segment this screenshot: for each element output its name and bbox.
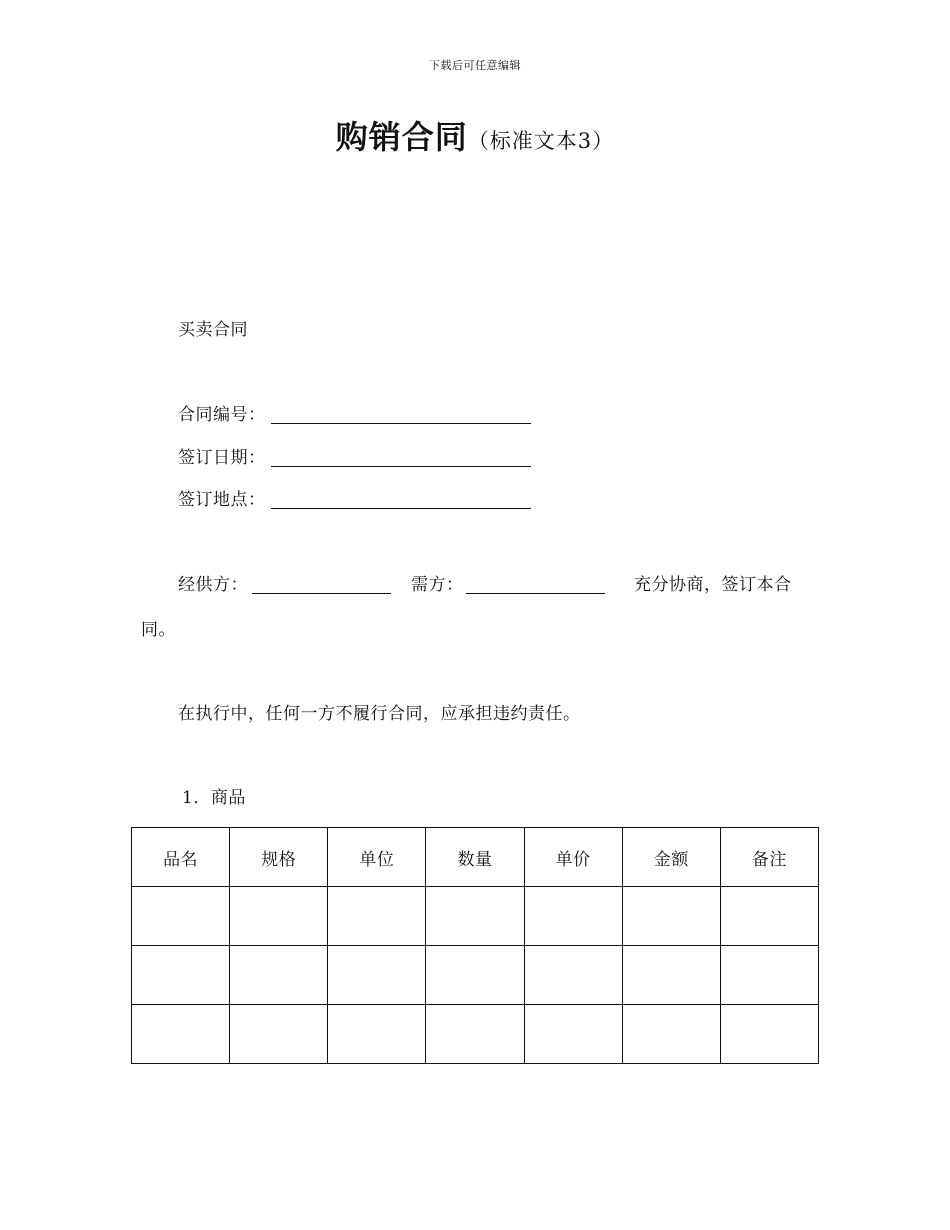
supplier-label: 经供方： xyxy=(178,575,248,595)
table-cell[interactable] xyxy=(132,1005,230,1064)
contract-no-row xyxy=(178,403,266,427)
column-header-spec: 规格 xyxy=(230,828,328,887)
table-cell[interactable] xyxy=(622,887,720,946)
sign-place-row xyxy=(178,488,266,512)
table-cell[interactable] xyxy=(524,1005,622,1064)
column-header-remarks: 备注 xyxy=(720,828,818,887)
table-cell[interactable] xyxy=(524,887,622,946)
column-header-amount: 金额 xyxy=(622,828,720,887)
contract-no-label: 合同编号： xyxy=(178,405,266,425)
table-cell[interactable] xyxy=(132,946,230,1005)
column-header-quantity: 数量 xyxy=(426,828,524,887)
table-cell[interactable] xyxy=(426,946,524,1005)
table-cell[interactable] xyxy=(720,887,818,946)
table-row xyxy=(132,946,819,1005)
sign-date-blank[interactable] xyxy=(271,466,531,467)
table-header-row xyxy=(132,828,819,887)
header-note: 下载后可任意编辑 xyxy=(429,59,521,72)
section-1-heading: 1．商品 xyxy=(182,788,246,808)
title-sub: （标准文本3） xyxy=(467,129,615,153)
table-cell[interactable] xyxy=(328,1005,426,1064)
sign-date-label: 签订日期： xyxy=(178,448,266,468)
column-header-unit: 单位 xyxy=(328,828,426,887)
table-cell[interactable] xyxy=(622,946,720,1005)
table-cell[interactable] xyxy=(720,946,818,1005)
sign-place-blank[interactable] xyxy=(271,508,531,509)
table-cell[interactable] xyxy=(426,1005,524,1064)
document-title xyxy=(0,112,950,158)
agreement-text: 充分协商，签订本合 xyxy=(634,575,792,595)
column-header-name: 品名 xyxy=(132,828,230,887)
table-row xyxy=(132,887,819,946)
sign-date-row xyxy=(178,446,266,470)
contract-no-blank[interactable] xyxy=(271,423,531,424)
table-cell[interactable] xyxy=(230,887,328,946)
table-cell[interactable] xyxy=(230,946,328,1005)
sign-place-label: 签订地点： xyxy=(178,490,266,510)
table-cell[interactable] xyxy=(622,1005,720,1064)
agreement-text-continued: 同。 xyxy=(141,620,176,640)
table-cell[interactable] xyxy=(328,887,426,946)
title-main: 购销合同 xyxy=(335,118,468,156)
table-cell[interactable] xyxy=(132,887,230,946)
supplier-blank[interactable] xyxy=(252,593,391,594)
goods-table xyxy=(131,827,819,1064)
table-cell[interactable] xyxy=(328,946,426,1005)
demander-blank[interactable] xyxy=(466,593,605,594)
table-cell[interactable] xyxy=(720,1005,818,1064)
demander-label: 需方： xyxy=(411,575,464,595)
table-cell[interactable] xyxy=(426,887,524,946)
liability-text: 在执行中，任何一方不履行合同，应承担违约责任。 xyxy=(178,704,581,724)
table-cell[interactable] xyxy=(230,1005,328,1064)
table-cell[interactable] xyxy=(524,946,622,1005)
column-header-unit-price: 单价 xyxy=(524,828,622,887)
contract-subtitle: 买卖合同 xyxy=(178,320,248,340)
table-row xyxy=(132,1005,819,1064)
